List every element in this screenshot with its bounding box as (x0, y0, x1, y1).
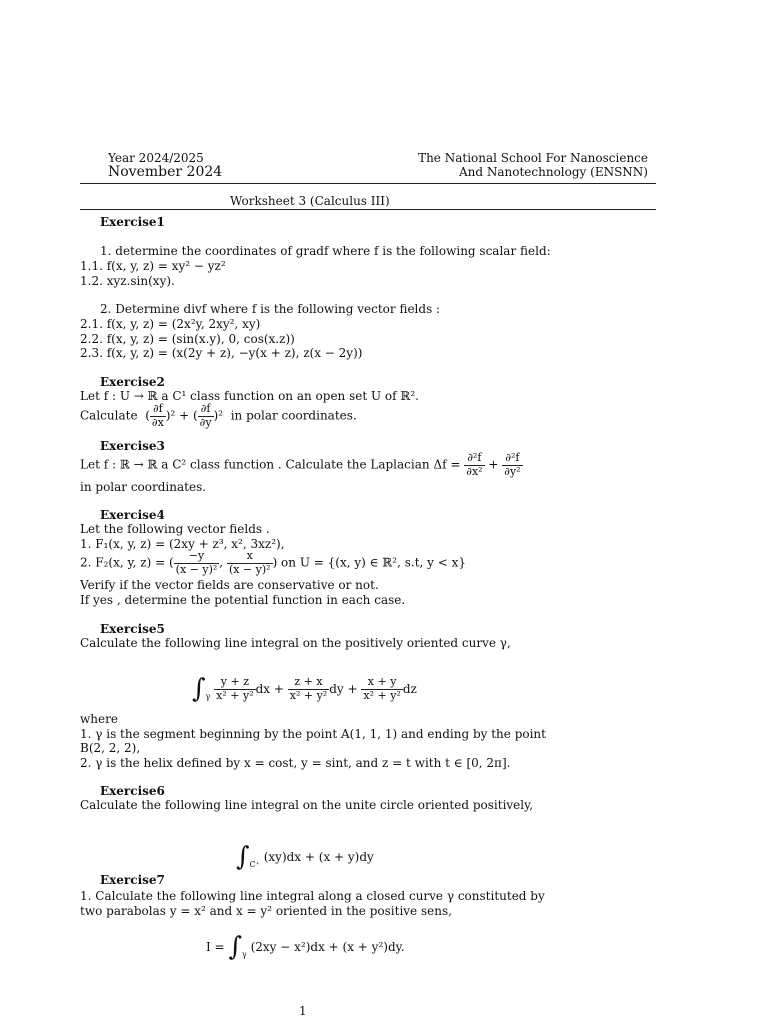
ex4-if-yes: If yes , determine the potential function in each case. (80, 593, 406, 607)
ex6-intro: Calculate the following line integral on the unite circle oriented positively, (80, 798, 534, 812)
year: Year 2024/2025 (108, 151, 204, 165)
exercise-3-title: Exercise3 (100, 439, 165, 453)
exercise-4-title: Exercise4 (100, 508, 165, 522)
ex7-line2: two parabolas y = x² and x = y² oriented in the positive sens, (80, 904, 452, 918)
exercise-5-title: Exercise5 (100, 622, 165, 636)
ex4-f2: 2. F₂(x, y, z) = ( $\frac{-y}{\text{(x − y)²}}$ , $\frac{x}{\text{(x − y)²}}$ ) on U = {(x, y) ∈ ℝ², s.t, y < x} (80, 549, 467, 576)
ex2-tail: in polar coordinates. (230, 408, 357, 423)
header-rule-bottom (80, 209, 656, 210)
ex1-q1-2: 1.2. xyz.sin(xy). (80, 274, 175, 288)
month: November 2024 (108, 164, 223, 180)
ex7-integral: $I = \int_\gamma$ (2xy − x²)dx + (x + y²)dy. (206, 932, 405, 962)
ex4-verify: Verify if the vector fields are conservative or not. (80, 578, 379, 592)
exercise-7-title: Exercise7 (100, 873, 165, 887)
ex4-f1: 1. F₁(x, y, z) = (2xy + z³, x², 3xz²), (80, 537, 285, 551)
ex1-q1-1: 1.1. f(x, y, z) = xy² − yz² (80, 259, 226, 273)
ex2-line1: Let f : U → ℝ a C¹ class function on an open set U of ℝ². (80, 389, 419, 403)
ex5-intro: Calculate the following line integral on the positively oriented curve γ, (80, 636, 511, 650)
ex5-case-2: 2. γ is the helix defined by x = cost, y = sint, and z = t with t ∈ [0, 2π]. (80, 756, 511, 770)
worksheet-title: Worksheet 3 (Calculus III) (230, 194, 390, 208)
page-number: 1 (299, 1004, 307, 1018)
ex3-line1: Let f : ℝ → ℝ a C² class function . Calculate the Laplacian Δf = $\frac{\text{∂²f}}{\text{∂x²}}$ + $\frac{\text{∂²f}}{\text{∂y²}}$ (80, 451, 521, 478)
ex7-line1: 1. Calculate the following line integral along a closed curve γ constituted by (80, 889, 545, 903)
ex5-where: where (80, 712, 118, 726)
ex6-integral: $\int_{C^+}$ (xy)dx + (x + y)dy (236, 842, 374, 872)
ex1-q2-3: 2.3. f(x, y, z) = (x(2y + z), −y(x + z), z(x − 2y)) (80, 346, 363, 360)
ex3-d2f-dx2-fraction: $\frac{\text{∂²f}}{\text{∂x²}}$ (466, 451, 483, 478)
exercise-6-title: Exercise6 (100, 784, 165, 798)
ex3-d2f-dy2-fraction: $\frac{\text{∂²f}}{\text{∂y²}}$ (504, 451, 521, 478)
ex4-f2-fraction-1: $\frac{-y}{\text{(x − y)²}}$ (175, 549, 218, 576)
ex2-df-dx-fraction: $\frac{\partial f}{\partial x}$ (151, 402, 164, 429)
ex2-calculate: Calculate (80, 408, 138, 423)
ex3-line2: in polar coordinates. (80, 480, 207, 494)
ex1-q2: 2. Determine divf where f is the following vector fields : (100, 302, 441, 316)
ex4-intro: Let the following vector fields . (80, 522, 270, 536)
exercise-2-title: Exercise2 (100, 375, 165, 389)
ex5-case-1b: B(2, 2, 2), (80, 741, 141, 755)
school-line-2: And Nanotechnology (ENSNN) (458, 165, 648, 179)
exercise-1-title: Exercise1 (100, 215, 165, 229)
ex1-q1: 1. determine the coordinates of gradf where f is the following scalar field: (100, 244, 551, 258)
integral-sign-icon: ∫ (236, 842, 250, 872)
header-rule-top (80, 183, 656, 184)
school-line-1: The National School For Nanoscience (418, 151, 648, 165)
integral-sign-icon: ∫ (228, 932, 242, 962)
ex5-integral: $\int_\gamma$ $\frac{y + z}{\text{x² + y²}}$ dx + $\frac{z + x}{\text{x² + y²}}$ dy + $\frac{x + y}{\text{x² + y²}}$ dz (192, 674, 417, 704)
integral-sign-icon: ∫ (192, 674, 206, 704)
ex2-df-dy-fraction: $\frac{\partial f}{\partial y}$ (199, 402, 212, 429)
ex1-q2-2: 2.2. f(x, y, z) = (sin(x.y), 0, cos(x.z)) (80, 332, 295, 346)
ex2-line2: Calculate ( $\frac{\partial f}{\partial x}$ )² + ( $\frac{\partial f}{\partial y}$ )² in polar coordinates. (80, 402, 357, 429)
ex1-q2-1: 2.1. f(x, y, z) = (2x²y, 2xy², xy) (80, 317, 261, 331)
ex3-laplacian-text: Let f : ℝ → ℝ a C² class function . Calculate the Laplacian Δf = (80, 457, 461, 472)
ex4-f2-fraction-2: $\frac{x}{\text{(x − y)²}}$ (228, 549, 271, 576)
ex5-case-1a: 1. γ is the segment beginning by the point A(1, 1, 1) and ending by the point (80, 727, 546, 741)
